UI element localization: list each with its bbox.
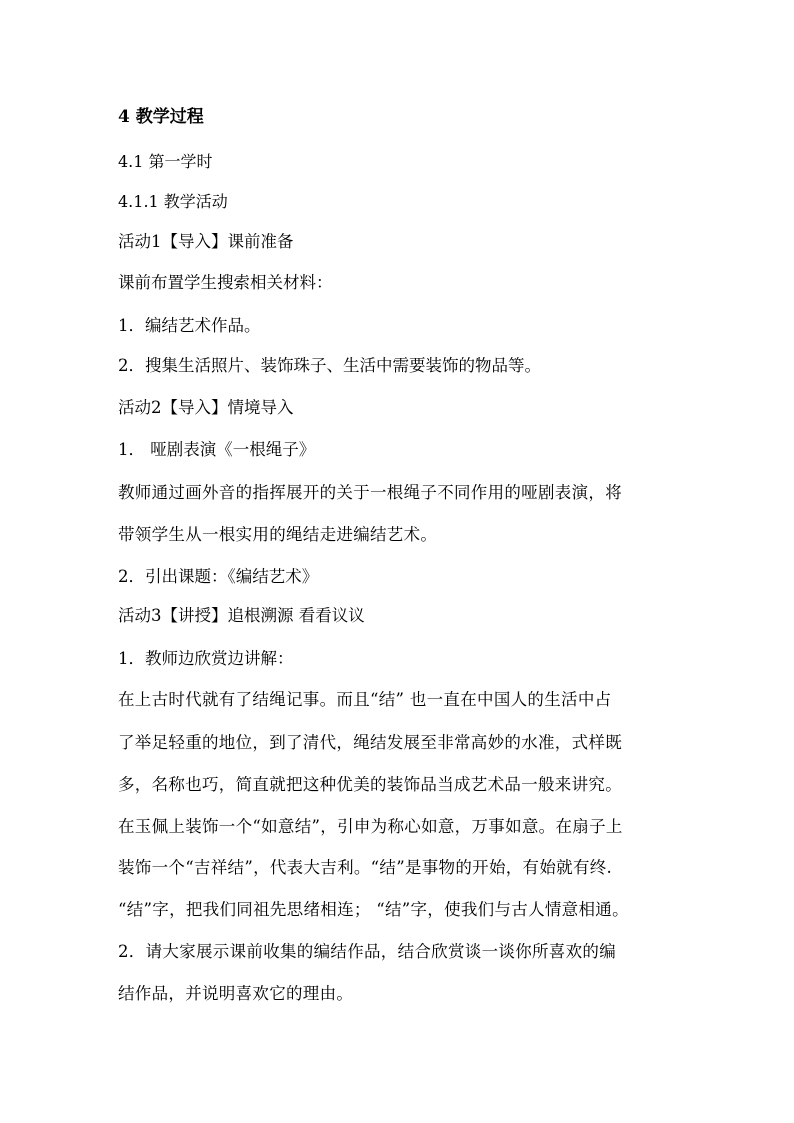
activity3-paragraph-line4: 在玉佩上装饰一个“如意结”，引申为称心如意，万事如意。在扇子上 — [118, 817, 623, 836]
activity1-item1: 1．编结艺术作品。 — [118, 316, 261, 335]
activity2-paragraph-line2: 带领学生从一根实用的绳结走进编结艺术。 — [118, 525, 438, 544]
activity3-paragraph-line3: 多，名称也巧，简直就把这种优美的装饰品当成艺术品一般来讲究。 — [118, 775, 622, 794]
activity3-paragraph-line5: 装饰一个“吉祥结”，代表大吉利。“结”是事物的开始，有始就有终. — [118, 858, 613, 877]
subsection-4-1-1: 4.1.1 教学活动 — [118, 192, 228, 211]
section-heading: 4 教学过程 — [118, 107, 204, 127]
activity1-item2: 2．搜集生活照片、装饰珠子、生活中需要装饰的物品等。 — [118, 356, 541, 375]
activity1-intro: 课前布置学生搜索相关材料： — [118, 273, 333, 292]
activity3-item2-line1: 2．请大家展示课前收集的编结作品，结合欣赏谈一谈你所喜欢的编 — [118, 942, 616, 961]
activity3-title: 活动3【讲授】追根溯源 看看议议 — [118, 606, 365, 625]
activity3-item2-line2: 结作品，并说明喜欢它的理由。 — [118, 984, 354, 1003]
activity2-item2: 2．引出课题：《编结艺术》 — [118, 567, 319, 586]
activity2-paragraph-line1: 教师通过画外音的指挥展开的关于一根绳子不同作用的哑剧表演，将 — [118, 483, 622, 502]
activity2-title: 活动2【导入】情境导入 — [118, 398, 294, 417]
subsection-4-1: 4.1 第一学时 — [118, 152, 213, 171]
activity3-paragraph-line2: 了举足轻重的地位，到了清代，绳结发展至非常高妙的水准，式样既 — [118, 733, 622, 752]
activity2-item1: 1． 哑剧表演《一根绳子》 — [118, 440, 316, 459]
activity3-paragraph-line6: “结”字，把我们同祖先思绪相连； “结”字，使我们与古人情意相通。 — [118, 900, 629, 919]
activity1-title: 活动1【导入】课前准备 — [118, 232, 294, 251]
activity3-item1: 1．教师边欣赏边讲解： — [118, 649, 294, 668]
activity3-paragraph-line1: 在上古时代就有了结绳记事。而且“结” 也一直在中国人的生活中占 — [118, 690, 612, 709]
